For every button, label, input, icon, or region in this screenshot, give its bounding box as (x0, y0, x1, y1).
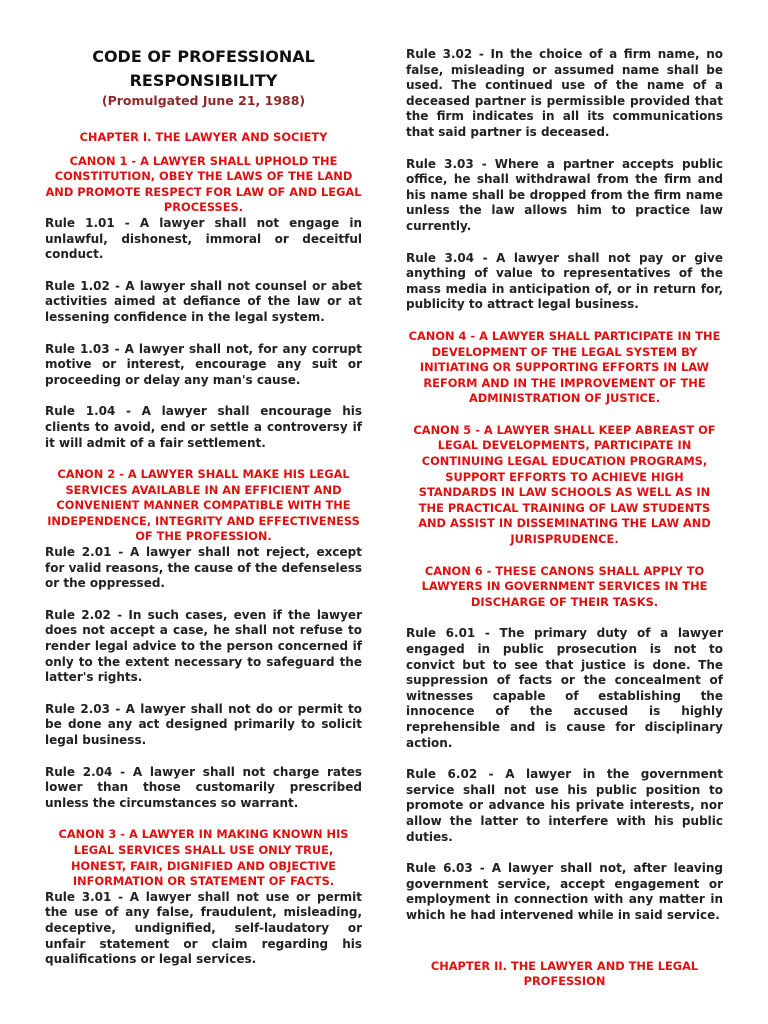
right-column (406, 0, 723, 990)
rule-3-01: Rule 3.01 - A lawyer shall not use or permit the use of any false, fraudulent, misleading, deceptive, undignified, self-laudatory or unfair statement or claim regarding his qualifications or legal services. (45, 889, 362, 967)
title-line-1: CODE OF PROFESSIONAL (92, 47, 315, 66)
rule-1-02: Rule 1.02 - A lawyer shall not counsel or abet activities aimed at defiance of the law or at lessening confidence in the legal system. (45, 278, 362, 324)
rule-3-03: Rule 3.03 - Where a partner accepts public office, he shall withdrawal from the firm and his name shall be dropped from the firm name unless the law allows him to practice law currently. (406, 156, 723, 233)
rule-3-04: Rule 3.04 - A lawyer shall not pay or give anything of value to representatives of the mass media in anticipation of, or in return for, publicity to attract legal business. (406, 250, 723, 312)
chapter-1-heading: CHAPTER I. THE LAWYER AND SOCIETY (79, 130, 328, 144)
canon-1: CANON 1 - A LAWYER SHALL UPHOLD THE CONSTITUTION, OBEY THE LAWS OF THE LAND AND PROMOTE RESPECT FOR LAW OF AND LEGAL PROCESSES. (45, 153, 362, 215)
rule-1-04: Rule 1.04 - A lawyer shall encourage his clients to avoid, end or settle a controversy if it will admit of a fair settlement. (45, 404, 362, 450)
canon-6: CANON 6 - THESE CANONS SHALL APPLY TO LAWYERS IN GOVERNMENT SERVICES IN THE DISCHARGE OF THEIR TASKS. (421, 563, 708, 609)
title-line-2: RESPONSIBILITY (129, 71, 278, 90)
canon-3: CANON 3 - A LAWYER IN MAKING KNOWN HIS LEGAL SERVICES SHALL USE ONLY TRUE, HONEST, FAIR, DIGNIFIED AND OBJECTIVE INFORMATION OR STATEMENT OF FACTS. (58, 827, 349, 889)
rule-3-02: Rule 3.02 - In the choice of a firm name, no false, misleading or assumed name shall be used. The continued use of the name of a deceased partner is permissible provided that the firm indicates in all its communications that said partner is deceased. (406, 47, 723, 139)
chapter-2-heading: CHAPTER II. THE LAWYER AND THE LEGAL PROFESSION (430, 958, 699, 989)
rule-2-02: Rule 2.02 - In such cases, even if the lawyer does not accept a case, he shall not refuse to render legal advice to the person concerned if only to the extent necessary to safeguard the latter's rights. (45, 607, 362, 685)
rule-6-01: Rule 6.01 - The primary duty of a lawyer engaged in public prosecution is not to convict but to see that justice is done. The suppression of facts or the concealment of witnesses capable of establishing the innocence of the accused is highly reprehensible and is cause for disciplinary action. (406, 626, 723, 750)
rule-6-03: Rule 6.03 - A lawyer shall not, after leaving government service, accept engagement or employment in connection with any matter in which he had intervened while in said service. (406, 861, 723, 922)
left-column (45, 0, 362, 968)
canon-5: CANON 5 - A LAWYER SHALL KEEP ABREAST OF LEGAL DEVELOPMENTS, PARTICIPATE IN CONTINUING LEGAL EDUCATION PROGRAMS, SUPPORT EFFORTS TO ACHIEVE HIGH STANDARDS IN LAW SCHOOLS AS WELL AS IN THE PRACTICAL TRAINING OF LAW STUDENTS AND ASSIST IN DISSEMINATING THE LAW AND JURISPRUDENCE. (413, 422, 716, 547)
canon-4: CANON 4 - A LAWYER SHALL PARTICIPATE IN THE DEVELOPMENT OF THE LEGAL SYSTEM BY INITIATING OR SUPPORTING EFFORTS IN LAW REFORM AND IN THE IMPROVEMENT OF THE ADMINISTRATION OF JUSTICE. (408, 328, 721, 406)
rule-1-03: Rule 1.03 - A lawyer shall not, for any corrupt motive or interest, encourage any suit or proceeding or delay any man's cause. (45, 341, 362, 387)
canon-2: CANON 2 - A LAWYER SHALL MAKE HIS LEGAL SERVICES AVAILABLE IN AN EFFICIENT AND CONVENIENT MANNER COMPATIBLE WITH THE INDEPENDENCE, INTEGRITY AND EFFECTIVENESS OF THE PROFESSION. (47, 467, 360, 544)
rule-6-02: Rule 6.02 - A lawyer in the government service shall not use his public position to promote or advance his private interests, nor allow the latter to interfere with his public duties. (406, 767, 723, 844)
rule-2-03: Rule 2.03 - A lawyer shall not do or permit to be done any act designed primarily to solicit legal business. (45, 701, 362, 747)
rule-2-04: Rule 2.04 - A lawyer shall not charge rates lower than those customarily prescribed unless the circumstances so warrant. (45, 764, 362, 810)
promulgation-date: (Promulgated June 21, 1988) (101, 93, 306, 108)
rule-2-01: Rule 2.01 - A lawyer shall not reject, except for valid reasons, the cause of the defenseless or the oppressed. (45, 545, 362, 591)
rule-1-01: Rule 1.01 - A lawyer shall not engage in unlawful, dishonest, immoral or deceitful conduct. (45, 215, 362, 262)
